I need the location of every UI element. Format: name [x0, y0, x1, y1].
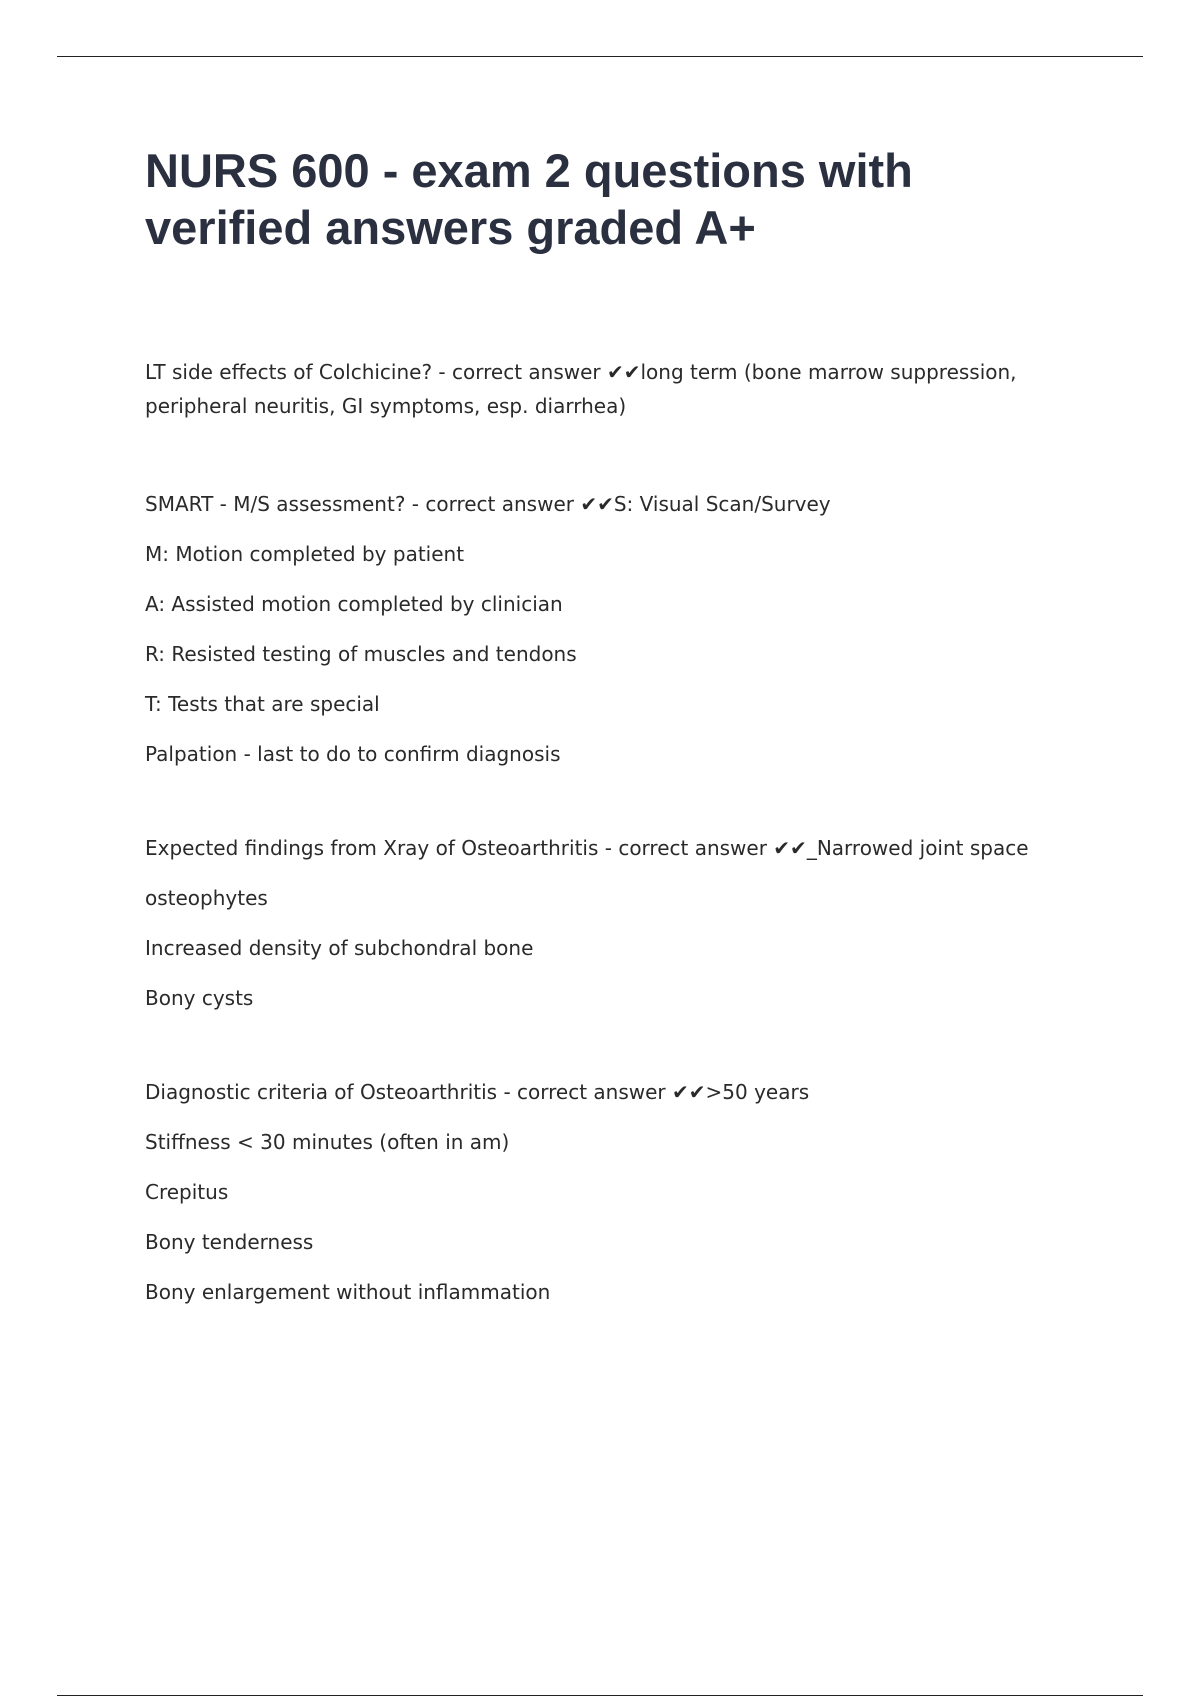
document-body [145, 355, 1045, 1317]
qa-entry [145, 479, 1045, 779]
qa-entry [145, 1067, 1045, 1317]
qa-entry [145, 823, 1045, 1023]
qa-line: Palpation - last to do to confirm diagnosis [145, 742, 561, 766]
qa-line: LT side effects of Colchicine? - correct answer ✔✔long term (bone marrow suppression, peripheral neuritis, GI symptoms, esp. diarrhea) [145, 360, 1017, 418]
qa-line: Increased density of subchondral bone [145, 936, 534, 960]
qa-line: Stiffness < 30 minutes (often in am) [145, 1130, 510, 1154]
qa-line: Bony enlargement without inflammation [145, 1280, 551, 1304]
qa-line: Bony tenderness [145, 1230, 314, 1254]
top-divider [57, 56, 1143, 57]
qa-line: Expected findings from Xray of Osteoarthritis - correct answer ✔✔_Narrowed joint space [145, 836, 1029, 860]
qa-line: Diagnostic criteria of Osteoarthritis - correct answer ✔✔>50 years [145, 1080, 810, 1104]
qa-line: A: Assisted motion completed by clinician [145, 592, 563, 616]
qa-line: M: Motion completed by patient [145, 542, 465, 566]
qa-line: T: Tests that are special [145, 692, 380, 716]
bottom-divider [57, 1695, 1143, 1696]
qa-line: R: Resisted testing of muscles and tendons [145, 642, 577, 666]
qa-entry [145, 355, 1045, 423]
qa-line: Bony cysts [145, 986, 254, 1010]
qa-line: osteophytes [145, 886, 268, 910]
qa-line: SMART - M/S assessment? - correct answer ✔✔S: Visual Scan/Survey [145, 492, 831, 516]
document-title: NURS 600 - exam 2 questions with verified answers graded A+ [145, 144, 913, 254]
qa-line: Crepitus [145, 1180, 229, 1204]
